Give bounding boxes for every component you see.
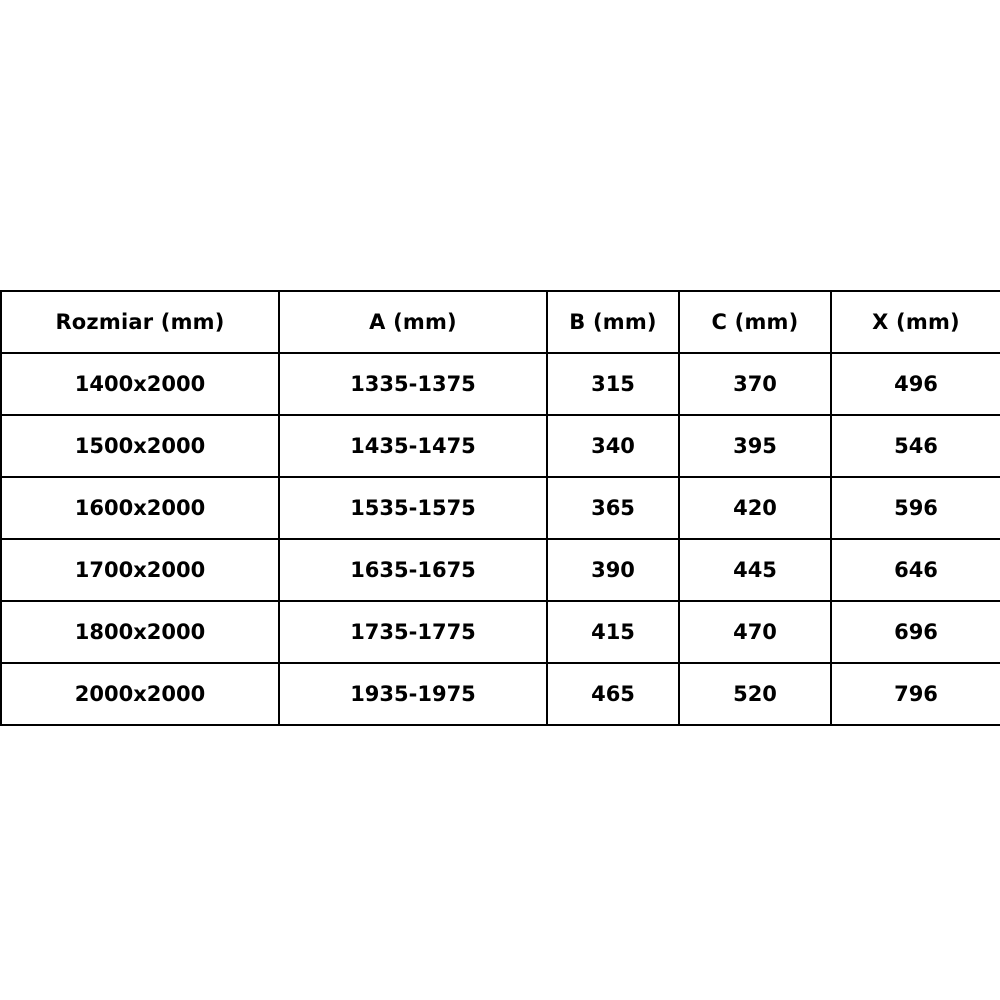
table-row [1, 415, 1000, 477]
cell-x: 796 [831, 663, 1000, 725]
cell-c: 395 [679, 415, 831, 477]
cell-rozmiar: 1400x2000 [1, 353, 279, 415]
column-header-b: B (mm) [547, 291, 679, 353]
cell-b: 340 [547, 415, 679, 477]
cell-rozmiar: 1800x2000 [1, 601, 279, 663]
column-header-rozmiar: Rozmiar (mm) [1, 291, 279, 353]
table-row [1, 539, 1000, 601]
cell-x: 596 [831, 477, 1000, 539]
cell-rozmiar: 1700x2000 [1, 539, 279, 601]
table-header [1, 291, 1000, 353]
cell-x: 646 [831, 539, 1000, 601]
cell-b: 415 [547, 601, 679, 663]
column-header-a: A (mm) [279, 291, 547, 353]
cell-c: 445 [679, 539, 831, 601]
cell-rozmiar: 2000x2000 [1, 663, 279, 725]
cell-x: 696 [831, 601, 1000, 663]
cell-c: 420 [679, 477, 831, 539]
spec-table-container [0, 290, 1000, 726]
cell-a: 1435-1475 [279, 415, 547, 477]
cell-a: 1335-1375 [279, 353, 547, 415]
cell-b: 365 [547, 477, 679, 539]
cell-x: 546 [831, 415, 1000, 477]
column-header-x: X (mm) [831, 291, 1000, 353]
cell-c: 470 [679, 601, 831, 663]
cell-a: 1935-1975 [279, 663, 547, 725]
cell-rozmiar: 1600x2000 [1, 477, 279, 539]
cell-c: 370 [679, 353, 831, 415]
table-header-row [1, 291, 1000, 353]
table-row [1, 663, 1000, 725]
table-body [1, 353, 1000, 725]
cell-b: 315 [547, 353, 679, 415]
cell-x: 496 [831, 353, 1000, 415]
cell-c: 520 [679, 663, 831, 725]
cell-rozmiar: 1500x2000 [1, 415, 279, 477]
table-row [1, 477, 1000, 539]
cell-a: 1735-1775 [279, 601, 547, 663]
size-specification-table [0, 290, 1000, 726]
cell-b: 465 [547, 663, 679, 725]
cell-a: 1635-1675 [279, 539, 547, 601]
column-header-c: C (mm) [679, 291, 831, 353]
table-row [1, 601, 1000, 663]
cell-b: 390 [547, 539, 679, 601]
table-row [1, 353, 1000, 415]
cell-a: 1535-1575 [279, 477, 547, 539]
